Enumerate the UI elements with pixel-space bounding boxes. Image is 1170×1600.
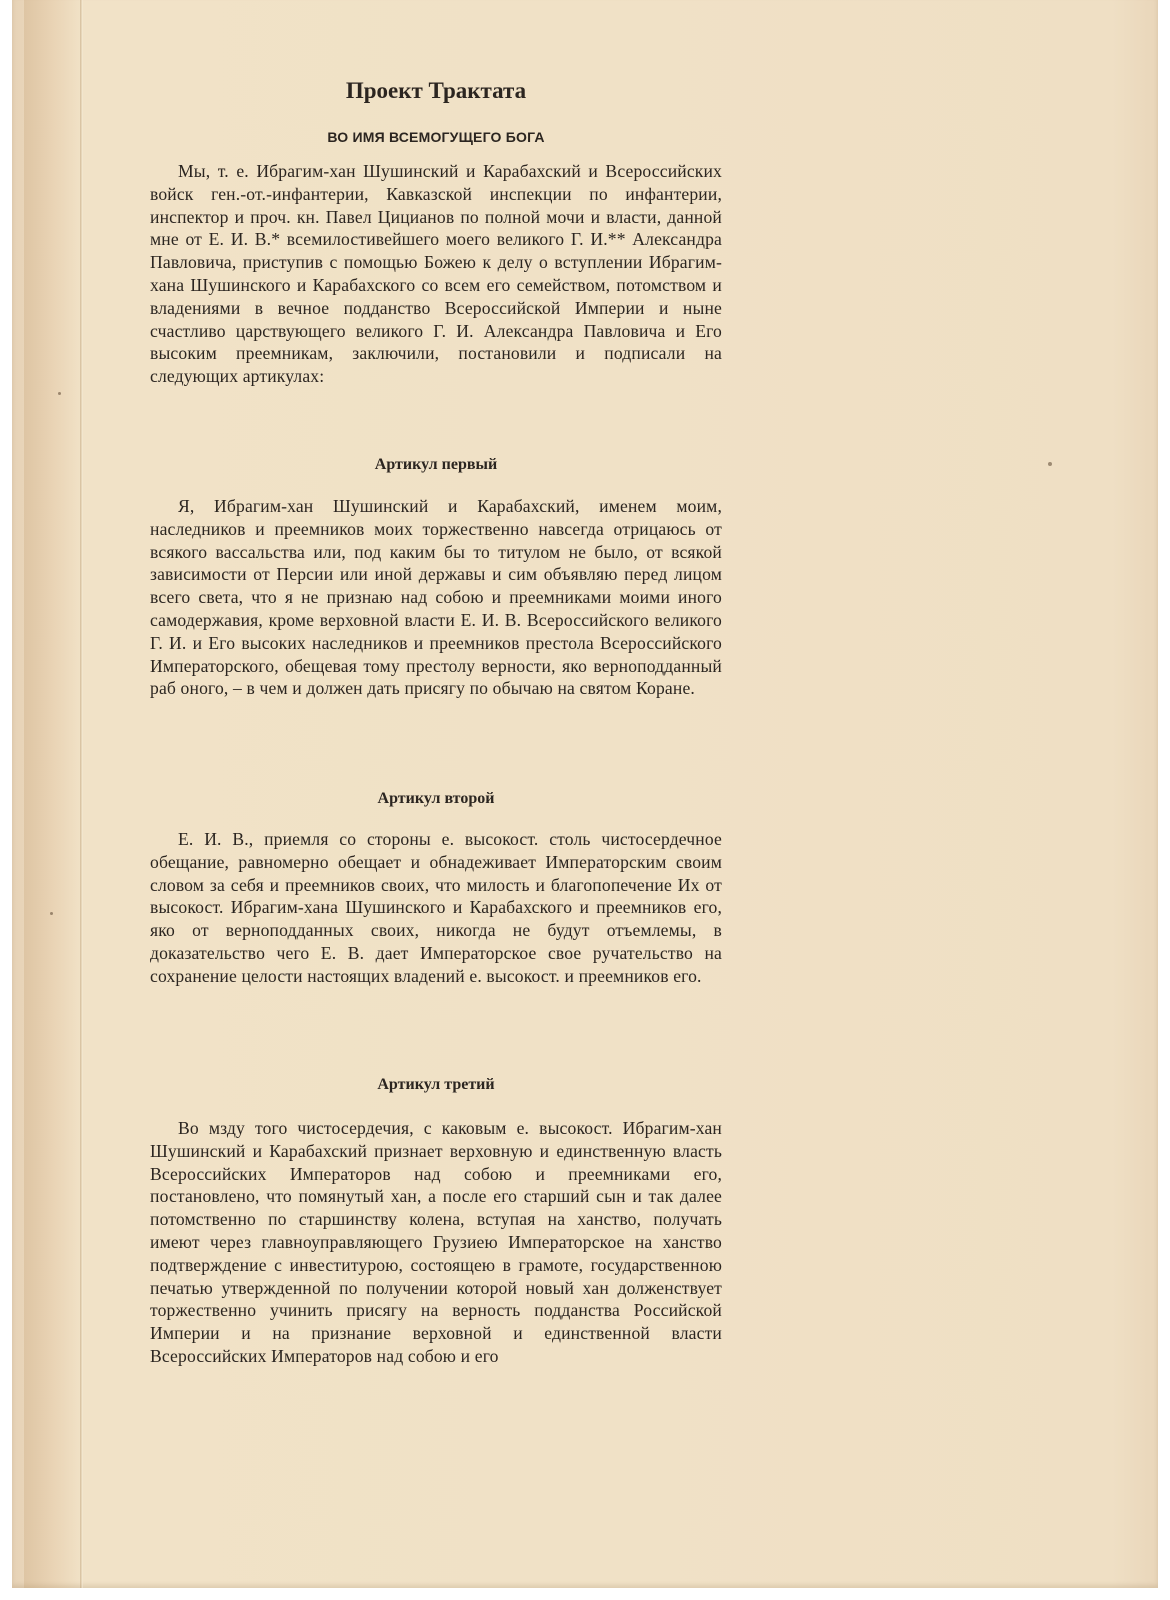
- article-3-paragraph: Во мзду того чистосердечия, с каковым е. высокост. Ибрагим-хан Шушинский и Карабахский признает верховную и единственную власть Всероссийских Императоров над собою и преемниками его, постановлено, что помянутый хан, а после его старший сын и так далее потомственно по старшинству колена, вступая на ханство, получать имеют через главноуправляющего Грузиею Императорское на ханство подтверждение с инвеститурою, состоящею в грамоте, государственною печатью утвержденной по получении которой новый хан долженствует торжественно учинить присягу на верность подданства Российской Империи и на признание верховной и единственной власти Всероссийских Императоров над собою и его: [150, 1118, 722, 1366]
- article-1-paragraph: Я, Ибрагим-хан Шушинский и Карабахский, именем моим, наследников и преемников моих торжественно навсегда отрицаюсь от всякого вассальства или, под каким бы то титулом не было, от всякой зависимости от Персии или иной державы и сим объявляю перед лицом всего света, что я не признаю над собою и преемниками моими иного самодержавия, кроме верховной власти Е. И. В. Всероссийского великого Г. И. и Его высоких наследников и преемников престола Всероссийского Императорского, обещевая тому престолу верности, яко верноподданный раб оного, – в чем и должен дать присягу по обычаю на святом Коране.: [150, 496, 722, 699]
- article-3-heading: Артикул третий: [377, 1076, 495, 1093]
- article-2-heading: Артикул второй: [377, 790, 495, 807]
- document-invocation: ВО ИМЯ ВСЕМОГУЩЕГО БОГА: [327, 129, 545, 145]
- article-1-block: [150, 495, 722, 700]
- preamble-block: [150, 160, 722, 388]
- document-title: Проект Трактата: [345, 78, 527, 103]
- preamble-paragraph: Мы, т. е. Ибрагим-хан Шушинский и Карабахский и Всероссийских войск ген.-от.-инфантерии, Кавказской инспекции по инфантерии, инспектор и проч. кн. Павел Цицианов по полной мочи и власти, данной мне от Е. И. В.* всемилостивейшего моего великого Г. И.** Александра Павловича, приступив с помощью Божею к делу о вступлении Ибрагим-хана Шушинского и Карабахского со всем его семейством, потомством и владениями в вечное подданство Всероссийской Империи и ныне счастливо царствующего великого Г. И. Александра Павловича и Его высоким преемникам, заключили, постановили и подписали на следующих артикулах:: [150, 161, 722, 387]
- binding-shadow: [24, 0, 82, 1588]
- article-1-heading: Артикул первый: [374, 456, 498, 473]
- article-2-paragraph: Е. И. В., приемля со стороны е. высокост. столь чистосердечное обещание, равномерно обещает и обнадеживает Императорским своим словом за себя и преемников своих, что милость и благопопечение Их от высокост. Ибрагим-хана Шушинского и Карабахского и преемников его, яко от верноподданных своих, никогда не будут отъемлемы, в доказательство чего Е. В. дает Императорское свое ручательство на сохранение целости настоящих владений е. высокост. и преемников его.: [150, 829, 722, 986]
- paper-speck: [50, 912, 53, 915]
- paper-speck: [1048, 462, 1052, 466]
- paper-speck: [58, 392, 61, 395]
- binding-fold: [80, 0, 83, 1588]
- article-3-block: [150, 1117, 722, 1368]
- article-2-block: [150, 828, 722, 988]
